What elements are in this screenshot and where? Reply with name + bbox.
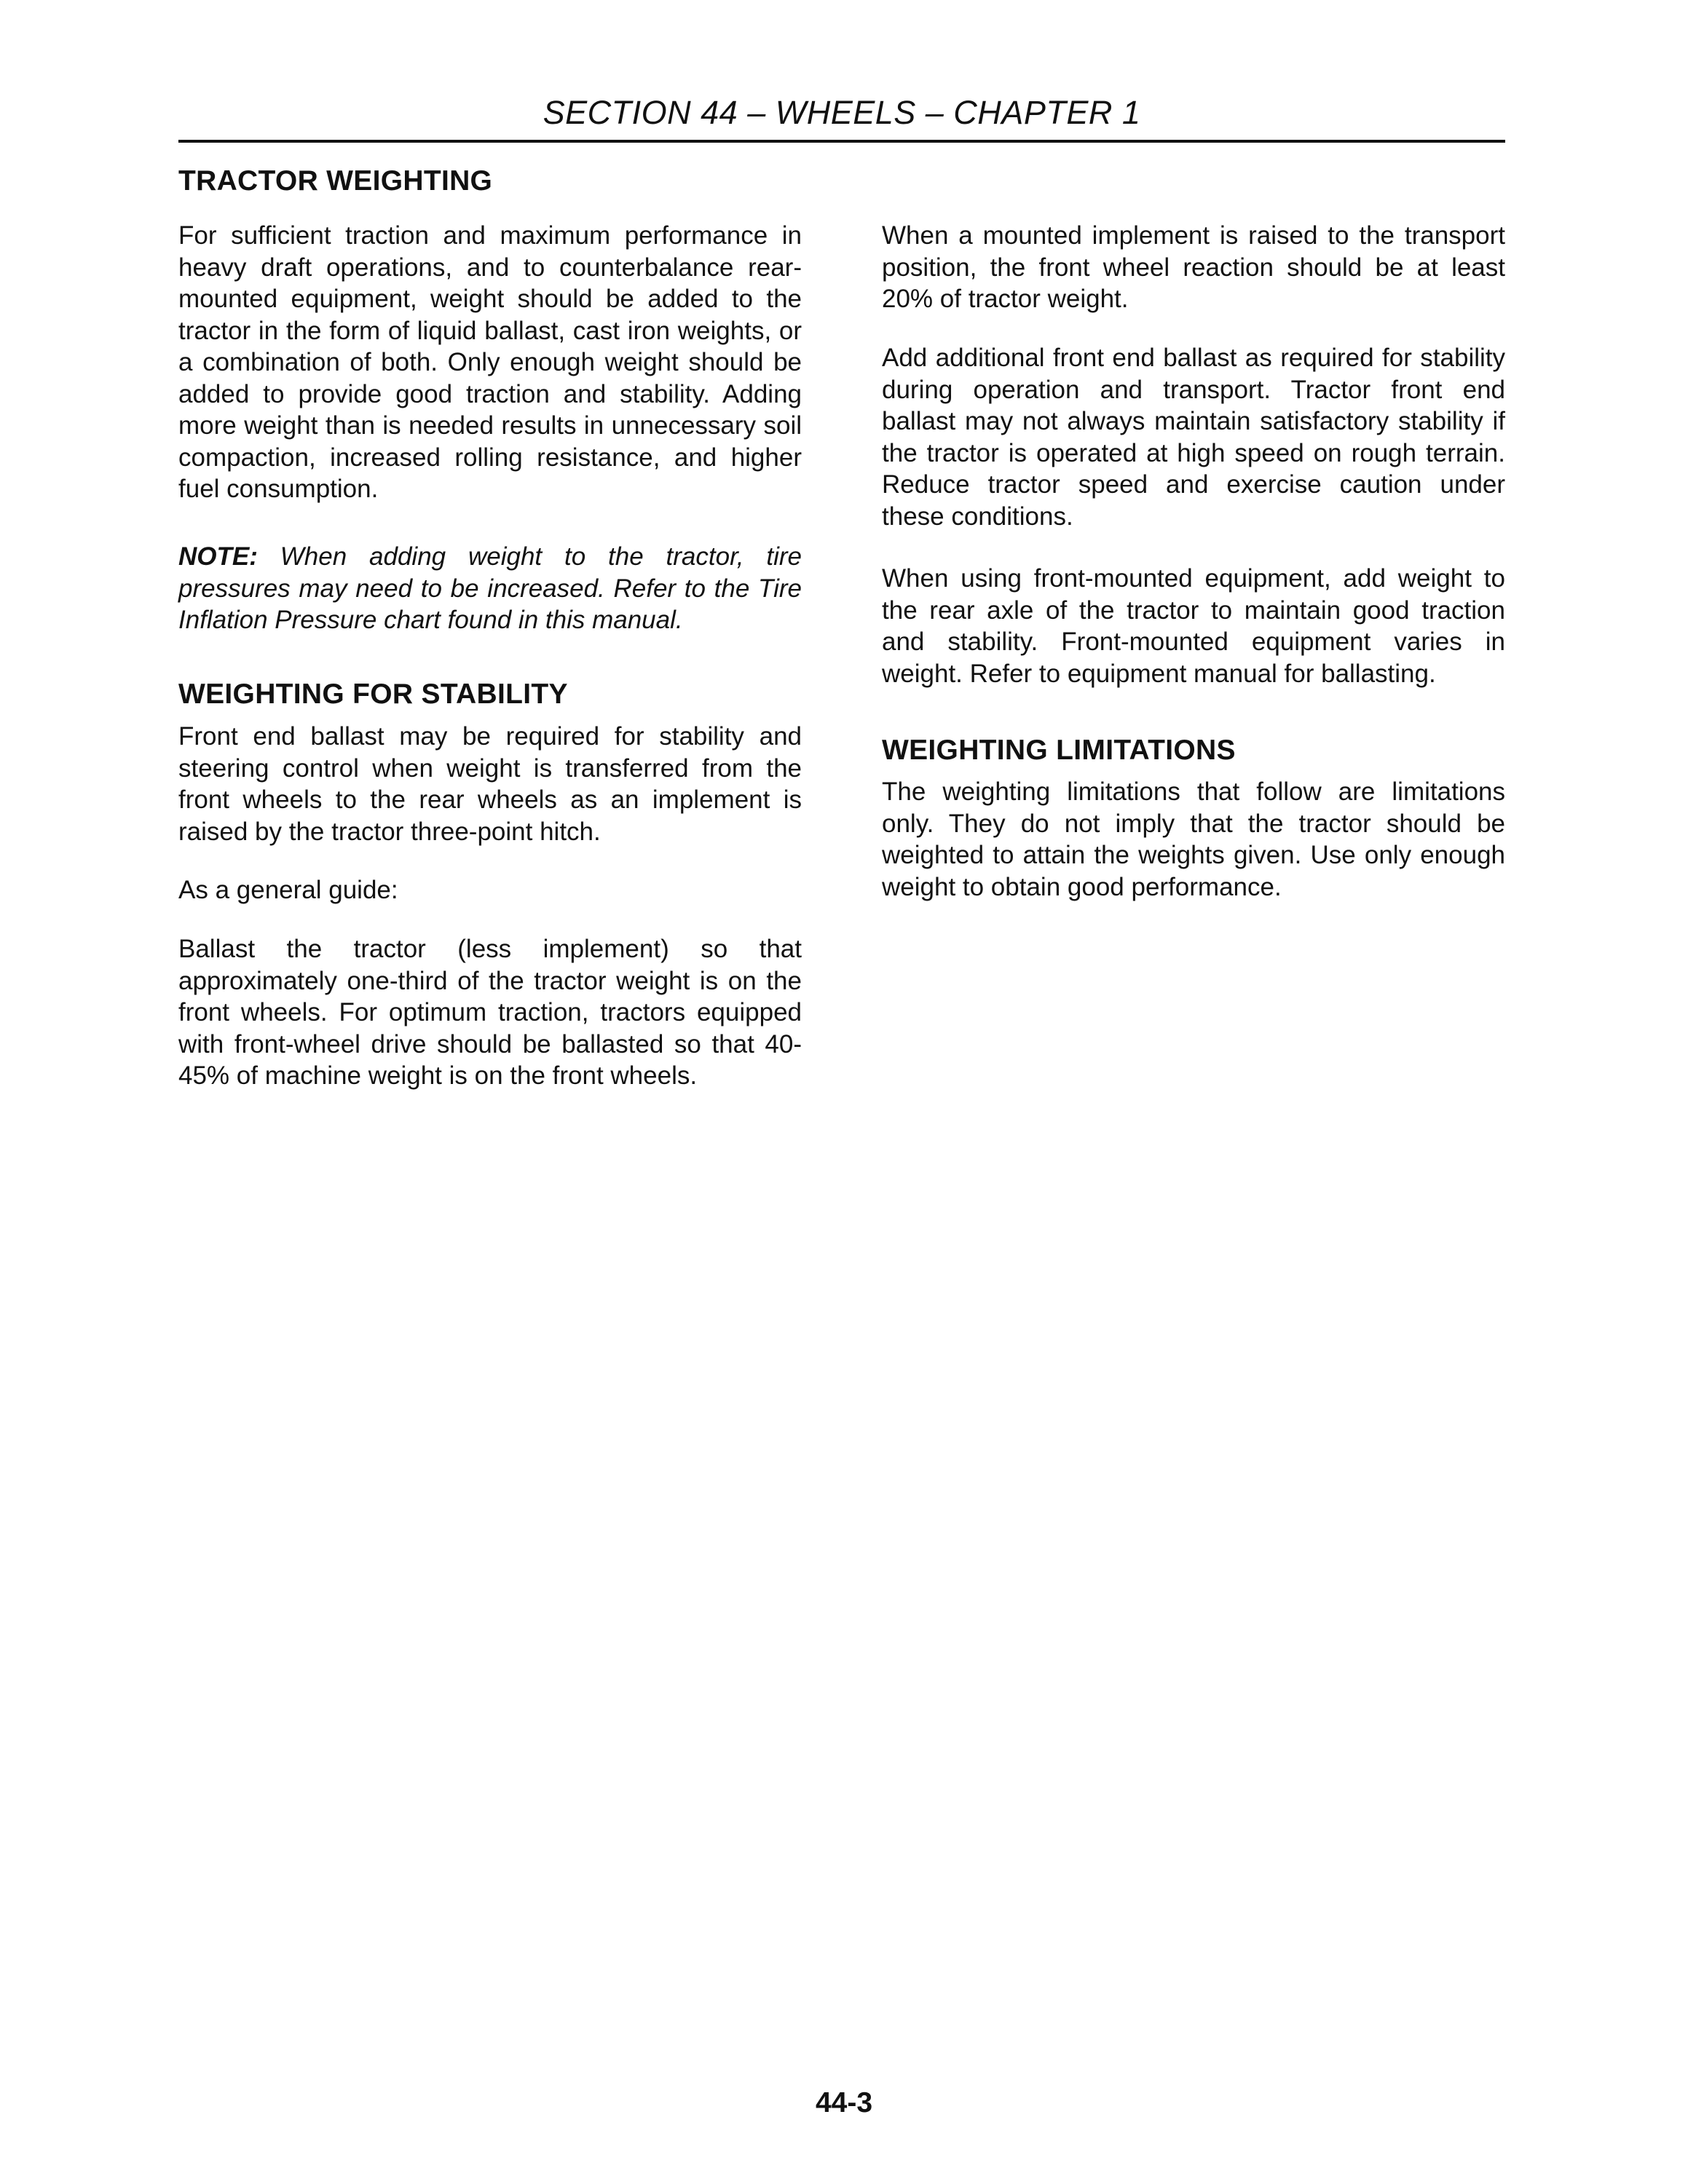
page-header: [178, 86, 1505, 143]
paragraph-stability-1: Front end ballast may be required for stability and steering control when weight is transferred from the front wheels to the rear wheels as an implement is raised by the tractor three-point hitch.: [178, 722, 802, 846]
page-number: 44-3: [815, 2087, 873, 2118]
note-text: When adding weight to the tractor, tire pressures may need to be increased. Refer to the Tire Inflation Pressure chart found in this manual.: [178, 542, 802, 634]
paragraph-right-2: Add additional front end ballast as required for stability during operation and transport. Tractor front end ballast may not always maintain satisfactory stability if the tractor is operated at high speed on rough terrain. Reduce tractor speed and exercise caution under these conditions.: [882, 344, 1505, 531]
paragraph-stability-2: As a general guide:: [178, 876, 398, 904]
paragraph-tractor-weighting: For sufficient traction and maximum performance in heavy draft operations, and to counterbalance rear-mounted equipment, weight should be added to the tractor in the form of liquid ballast, cast iron weights, or a combination of both. Only enough weight should be added to provide good traction and stability. Adding more weight than is needed results in unnecessary soil compaction, increased rolling resistance, and higher fuel consumption.: [178, 221, 802, 503]
paragraph-right-3: When using front-mounted equipment, add weight to the rear axle of the tractor to maintain good traction and stability. Front-mounted equipment varies in weight. Refer to equipment manual for ballasting.: [882, 564, 1505, 688]
paragraph-weighting-limitations: The weighting limitations that follow are limitations only. They do not imply that the tractor should be weighted to attain the weights given. Use only enough weight to obtain good performance.: [882, 778, 1505, 901]
paragraph-right-1: When a mounted implement is raised to the transport position, the front wheel reaction should be at least 20% of tractor weight.: [882, 221, 1505, 313]
section-title: SECTION 44 – WHEELS – CHAPTER 1: [543, 94, 1141, 131]
heading-tractor-weighting: TRACTOR WEIGHTING: [178, 165, 493, 197]
heading-weighting-limitations: WEIGHTING LIMITATIONS: [882, 735, 1236, 766]
paragraph-stability-3: Ballast the tractor (less implement) so that approximately one-third of the tractor weight is on the front wheels. For optimum traction, tractors equipped with front-wheel drive should be ballasted so that 40-45% of machine weight is on the front wheels.: [178, 935, 802, 1090]
note-label: NOTE:: [178, 542, 258, 571]
note-paragraph: [178, 541, 802, 636]
heading-weighting-for-stability: WEIGHTING FOR STABILITY: [178, 678, 568, 710]
